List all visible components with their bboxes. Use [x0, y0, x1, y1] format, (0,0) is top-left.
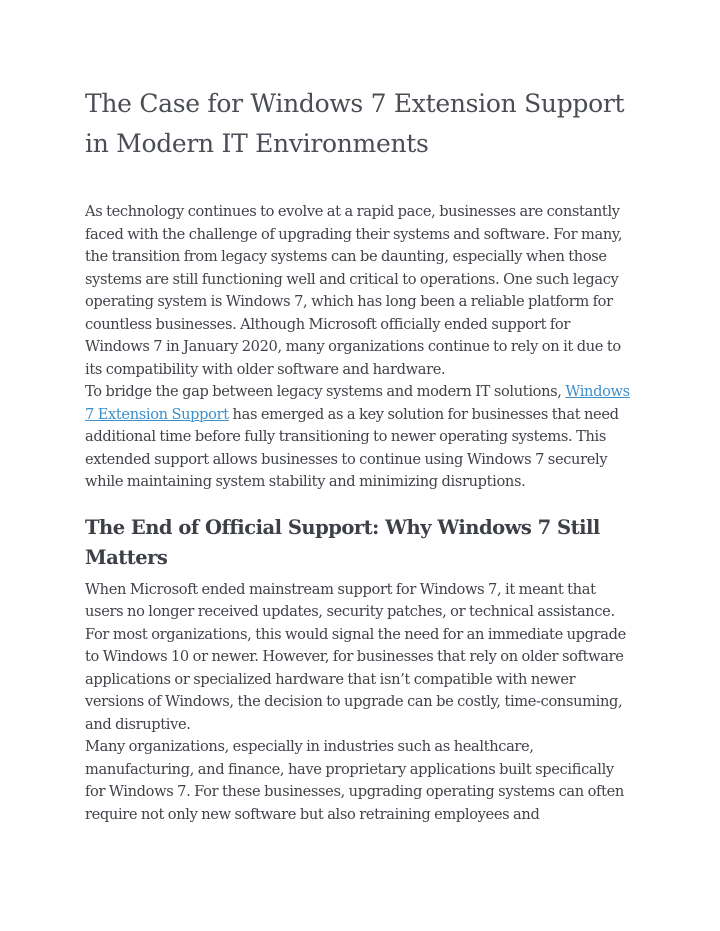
intro-paragraph-2-lead: To bridge the gap between legacy systems and modern IT solutions, [85, 383, 566, 400]
section-paragraph-1: When Microsoft ended mainstream support for Windows 7, it meant that users no longer received updates, security patches, or technical assistance. For most organizations, this would signal the need for an immediate upgrade to Windows 10 or newer. However, for businesses that rely on older software applications or specialized hardware that isn’t compatible with newer versions of Windows, the decision to upgrade can be costly, time-consuming, and disruptive. [85, 580, 626, 733]
windows-7-extension-support-link[interactable]: Windows 7 Extension Support [85, 383, 630, 423]
section-paragraph-2: Many organizations, especially in industries such as healthcare, manufacturing, and finance, have proprietary applications built specifically for Windows 7. For these businesses, upgrading operating systems can often require not only new software but also retraining employees and [85, 738, 624, 823]
document-page [85, 84, 637, 826]
page-title: The Case for Windows 7 Extension Support in Modern IT Environments [85, 89, 625, 158]
section-heading: The End of Official Support: Why Windows 7 Still Matters [85, 515, 600, 569]
intro-paragraph-2 [85, 381, 637, 494]
intro-paragraph-1: As technology continues to evolve at a rapid pace, businesses are constantly faced with the challenge of upgrading their systems and software. For many, the transition from legacy systems can be daunting, especially when those systems are still functioning well and critical to operations. One such legacy operating system is Windows 7, which has long been a reliable platform for countless businesses. Although Microsoft officially ended support for Windows 7 in January 2020, many organizations continue to rely on it due to its compatibility with older software and hardware. [85, 203, 623, 378]
intro-paragraph-2-tail: has emerged as a key solution for businesses that need additional time before fully transitioning to newer operating systems. This extended support allows businesses to continue using Windows 7 securely while maintaining system stability and minimizing disruptions. [85, 405, 619, 490]
